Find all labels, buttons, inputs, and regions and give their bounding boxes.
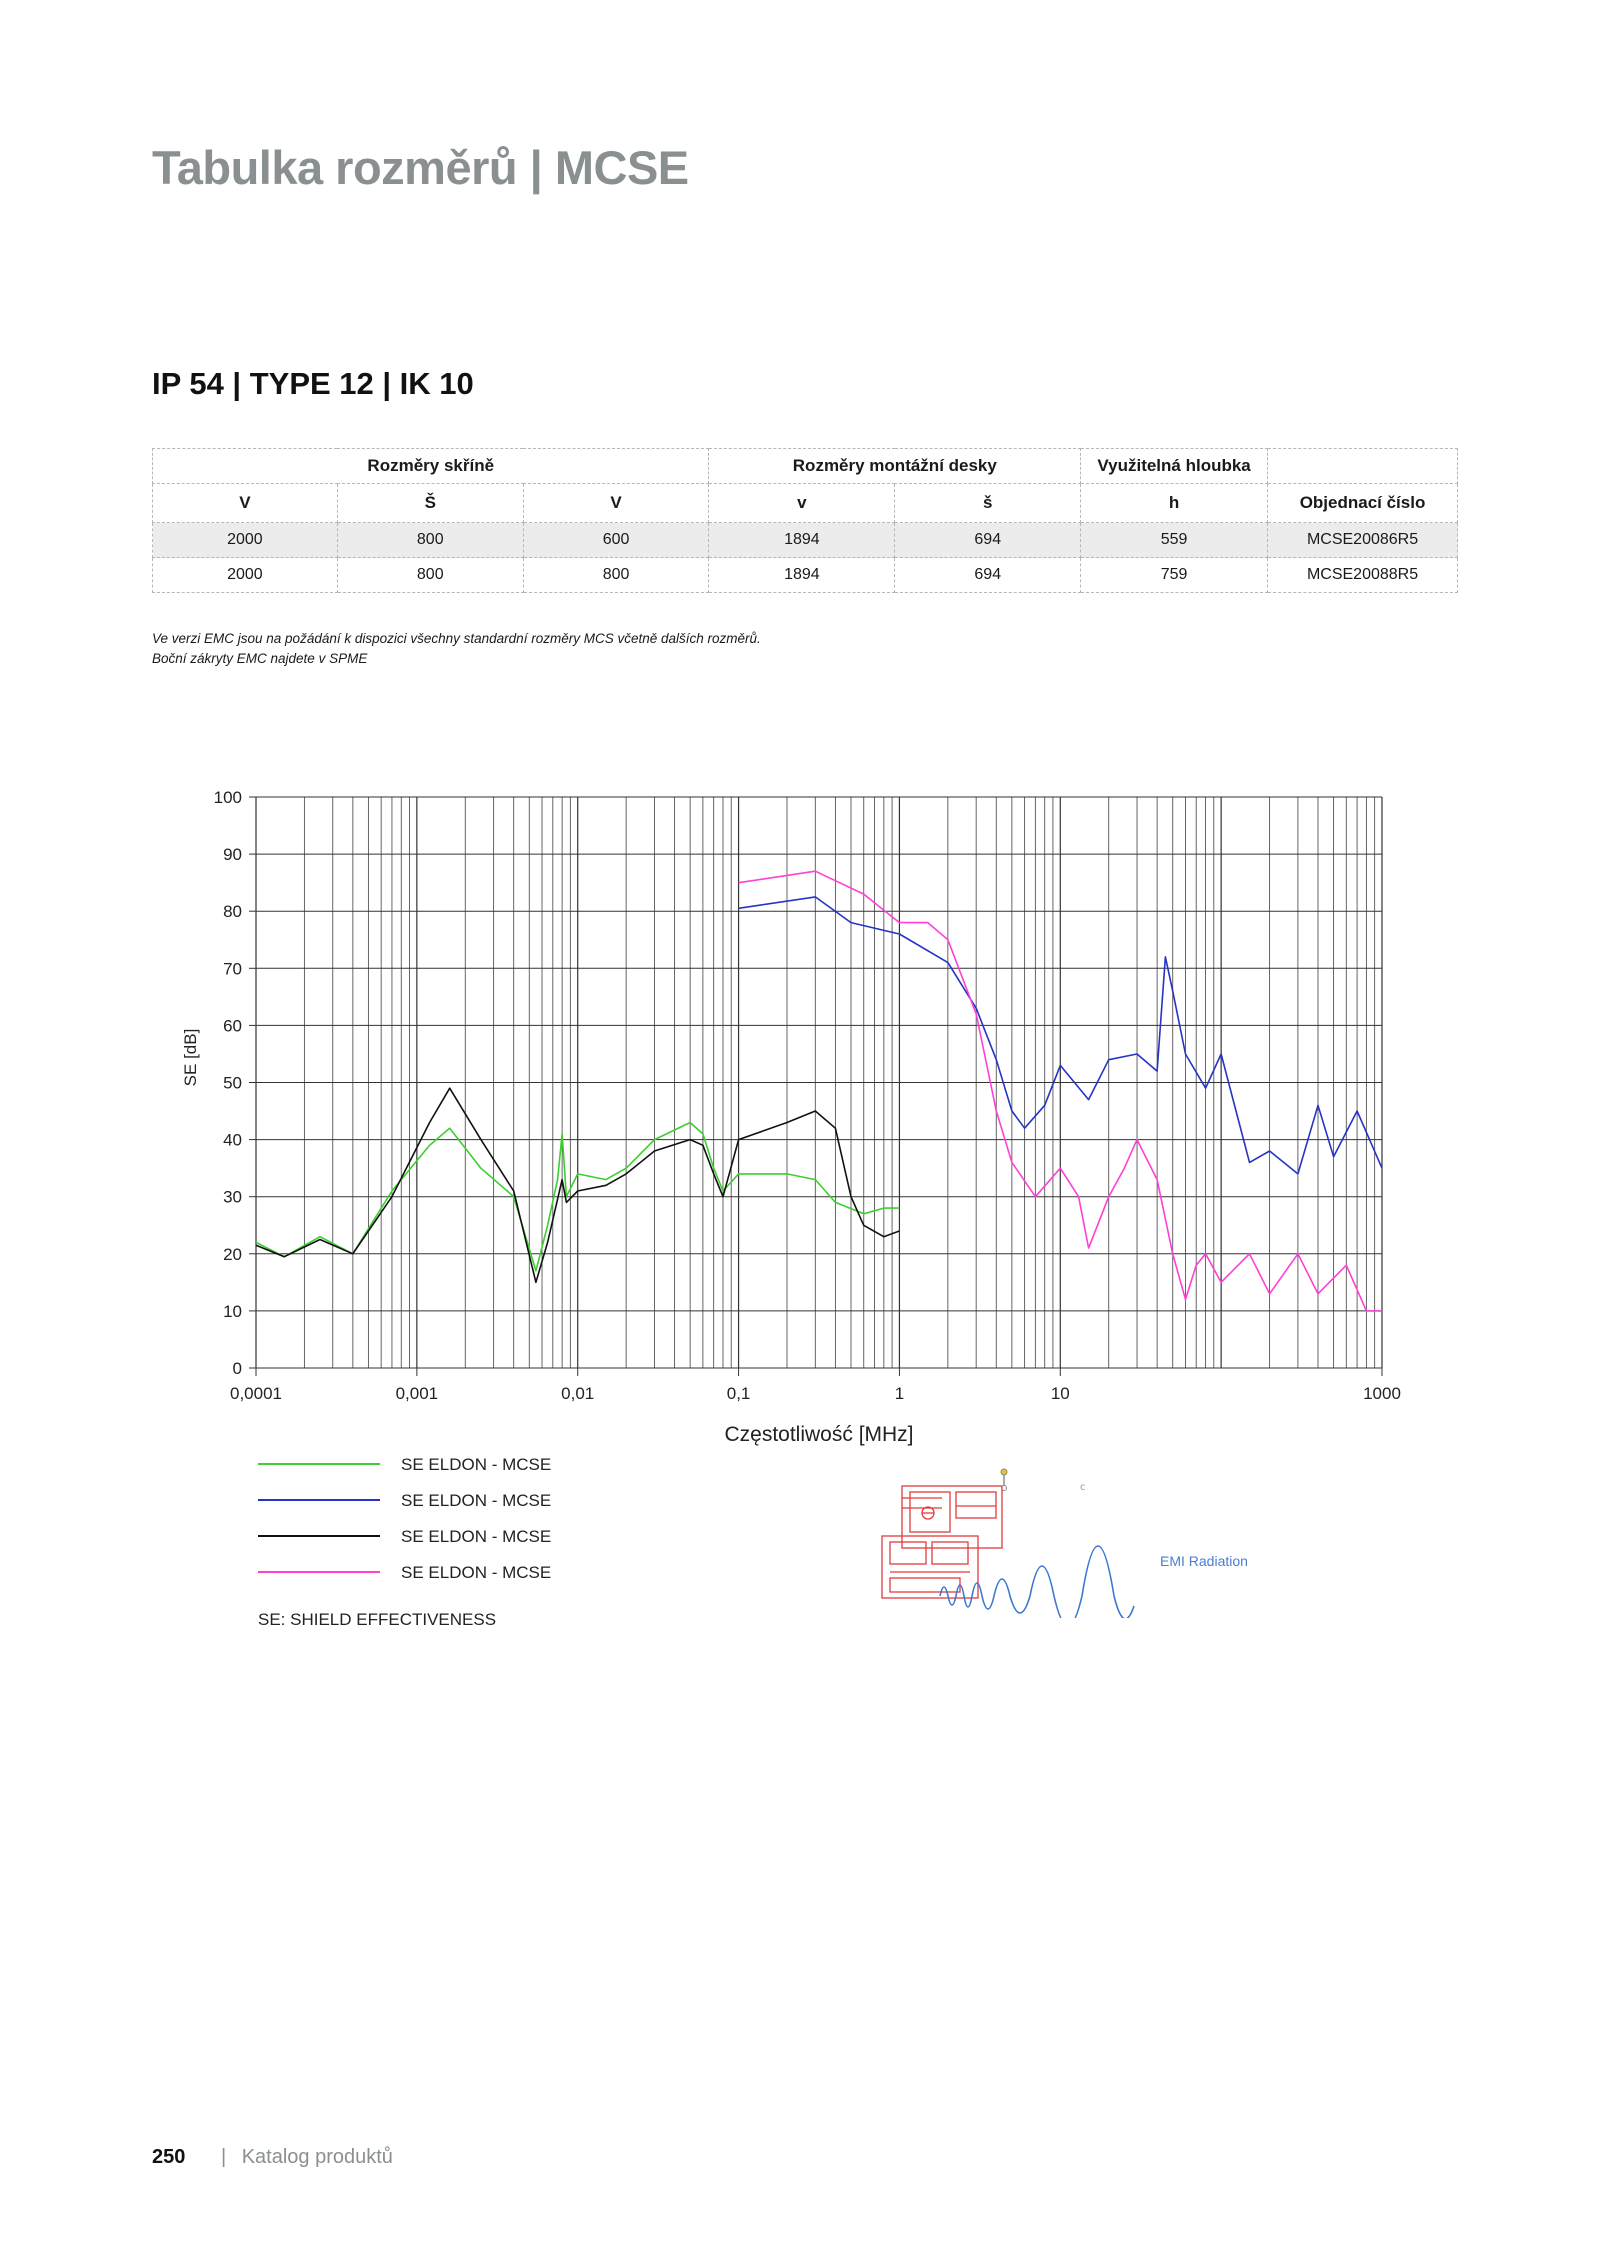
emi-radiation-label: EMI Radiation	[1160, 1553, 1248, 1569]
y-tick-label: 100	[213, 788, 242, 807]
table-cell: 800	[337, 523, 523, 558]
y-tick-label: 30	[223, 1187, 242, 1207]
x-tick-label: 1	[894, 1384, 905, 1403]
page-footer	[152, 2146, 393, 2169]
legend-label: SE ELDON - MCSE	[401, 1527, 552, 1546]
x-tick-label: 1000	[1363, 1384, 1401, 1403]
x-tick-label: 10	[1050, 1384, 1070, 1403]
y-tick-label: 20	[223, 1244, 242, 1264]
table-cell: 2000	[153, 523, 338, 558]
note-line: Ve verzi EMC jsou na požádání k dispozici všechny standardní rozměry MCS včetně dalších rozměrů.	[152, 631, 761, 646]
legend-footer: SE: SHIELD EFFECTIVENESS	[258, 1610, 497, 1629]
col-header: V	[153, 484, 338, 523]
col-header: š	[895, 484, 1081, 523]
section-title: IP 54 | TYPE 12 | IK 10	[152, 366, 474, 401]
catalog-label: Katalog produktů	[241, 2146, 393, 2168]
col-header: Š	[337, 484, 523, 523]
group-header-usable-depth: Využitelná hloubka	[1081, 449, 1268, 484]
y-tick-label: 60	[223, 1016, 242, 1036]
y-tick-label: 0	[232, 1359, 242, 1378]
table-cell: 559	[1081, 523, 1268, 558]
table-cell: MCSE20088R5	[1268, 558, 1458, 593]
y-tick-label: 50	[223, 1073, 242, 1093]
legend-label: SE ELDON - MCSE	[401, 1491, 552, 1510]
x-axis-label: Częstotliwość [MHz]	[724, 1423, 914, 1446]
y-axis-label: SE [dB]	[181, 1028, 200, 1087]
table-cell: 694	[895, 558, 1081, 593]
page-number: 250	[152, 2146, 186, 2168]
legend-label: SE ELDON - MCSE	[401, 1563, 552, 1582]
table-cell: 600	[523, 523, 709, 558]
antenna-icon: c	[1080, 1482, 1086, 1493]
table-cell: 800	[523, 558, 709, 593]
col-header: v	[709, 484, 895, 523]
col-header: Objednací číslo	[1268, 484, 1458, 523]
footer-separator: |	[220, 2146, 227, 2168]
col-header: h	[1081, 484, 1268, 523]
table-cell: 1894	[709, 523, 895, 558]
y-tick-label: 40	[223, 1130, 242, 1150]
table-cell: 1894	[709, 558, 895, 593]
enclosure-drawing	[882, 1486, 1002, 1598]
y-tick-label: 10	[223, 1301, 242, 1321]
x-tick-label: 0,1	[726, 1384, 751, 1403]
emi-radiation-illustration	[880, 1468, 1300, 1618]
legend-label: SE ELDON - MCSE	[401, 1455, 552, 1474]
table-cell: 2000	[153, 558, 338, 593]
page-title: Tabulka rozměrů | MCSE	[152, 141, 689, 194]
table-cell: MCSE20086R5	[1268, 523, 1458, 558]
y-tick-label: 80	[223, 902, 242, 922]
table-cell: 759	[1081, 558, 1268, 593]
y-tick-label: 90	[223, 845, 242, 865]
probe-icon	[1001, 1469, 1007, 1491]
table-cell: 694	[895, 523, 1081, 558]
group-header-cabinet: Rozměry skříně	[153, 449, 709, 484]
y-tick-label: 70	[223, 959, 242, 979]
col-header: V	[523, 484, 709, 523]
x-tick-label: 0,0001	[230, 1384, 282, 1403]
wave-icon	[940, 1546, 1134, 1618]
x-tick-label: 0,001	[395, 1384, 439, 1403]
table-cell: 800	[337, 558, 523, 593]
note-line: Boční zákryty EMC najdete v SPME	[152, 651, 368, 666]
x-tick-label: 0,01	[561, 1384, 595, 1403]
group-header-mounting-plate: Rozměry montážní desky	[709, 449, 1081, 484]
